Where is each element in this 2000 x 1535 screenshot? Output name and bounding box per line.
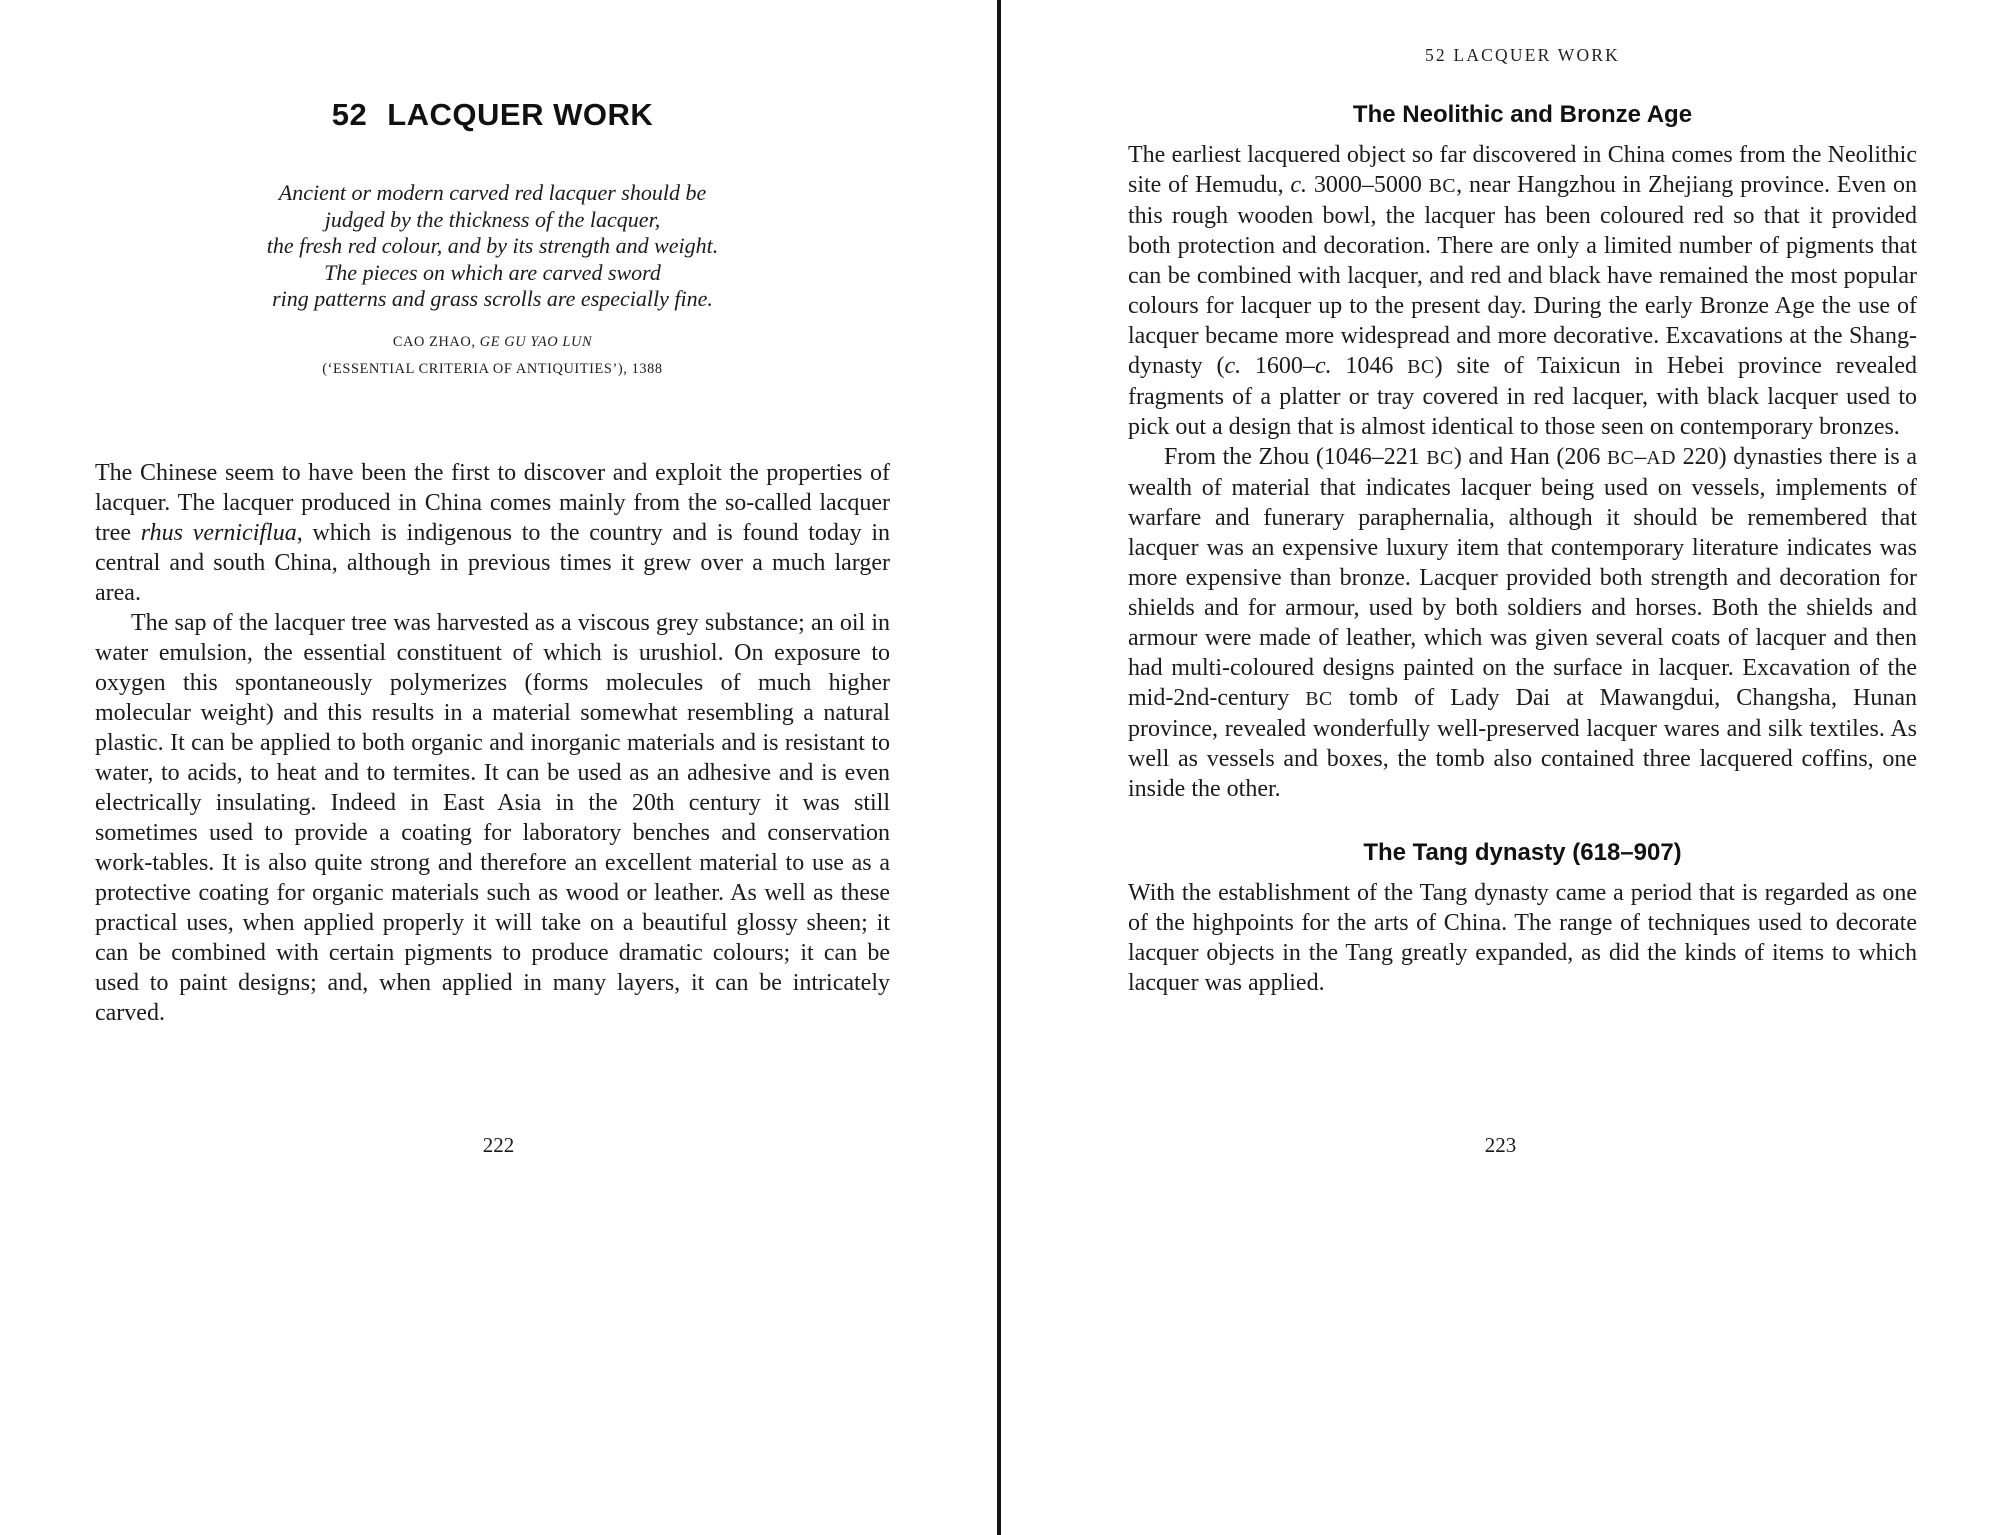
epigraph-line: ring patterns and grass scrolls are especially fine. (272, 286, 713, 311)
page-number-right: 223 (1484, 1133, 1517, 1157)
epigraph (95, 180, 890, 313)
epigraph-attribution (95, 328, 890, 382)
page-left (0, 0, 997, 1535)
paragraph: The Chinese seem to have been the first to discover and exploit the properties of lacquer. The lacquer produced in China comes mainly from the so-called lacquer tree rhus verniciflua, which is indigenous to the country and is found today in central and south China, although in previous times it grew over a much larger area. (95, 459, 891, 606)
paragraph: The sap of the lacquer tree was harvested as a viscous grey substance; an oil in water emulsion, the essential constituent of which is urushiol. On exposure to oxygen this spontaneously polymerizes (forms molecules of much higher molecular weight) and this results in a material somewhat resembling a natural plastic. It can be applied to both organic and inorganic materials and is resistant to water, to acids, to heat and to termites. It can be used as an adhesive and is even electrically insulating. Indeed in East Asia in the 20th century it was still sometimes used to provide a coating for laboratory benches and conservation work-tables. It is also quite strong and therefore an excellent material to use as a protective coating for organic materials such as wood or leather. As well as these practical uses, when applied properly it will take on a beautiful glossy sheen; it can be combined with certain pigments to produce dramatic colours; it can be used to paint designs; and, when applied in many layers, it can be intricately carved. (95, 609, 890, 1026)
paragraph: With the establishment of the Tang dynasty came a period that is regarded as one of the highpoints for the arts of China. The range of techniques used to decorate lacquer objects in the Tang greatly expanded, as did the kinds of items to which lacquer was applied. (1128, 880, 1917, 996)
paragraph: From the Zhou (1046–221 BC) and Han (206 BC–AD 220) dynasties there is a wealth of material that indicates lacquer being used on vessels, implements of warfare and funerary paraphernalia, although it should be remembered that lacquer was an expensive luxury item that contemporary literature indicates was more expensive than bronze. Lacquer provided both strength and decoration for shields and for armour, used by both soldiers and horses. Both the shields and armour were made of leather, which was given several coats of lacquer and then had multi-coloured designs painted on the surface in lacquer. Excavation of the mid-2nd-century BC tomb of Lady Dai at Mawangdui, Changsha, Hunan province, revealed wonderfully well-preserved lacquer wares and silk textiles. As well as vessels and boxes, the tomb also contained three lacquered coffins, one inside the other. (1128, 444, 1917, 802)
epigraph-line: the fresh red colour, and by its strength and weight. (266, 233, 719, 258)
section-heading: The Neolithic and Bronze Age (1352, 101, 1693, 128)
section-heading: The Tang dynasty (618–907) (1363, 839, 1682, 866)
paragraph: (‘ESSENTIAL CRITERIA OF ANTIQUITIES’), 1388 (322, 360, 663, 377)
chapter-title-text: LACQUER WORK (387, 97, 654, 132)
paragraph: The earliest lacquered object so far discovered in China comes from the Neolithic site of Hemudu, c. 3000–5000 BC, near Hangzhou in Zhejiang province. Even on this rough wooden bowl, the lacquer has been coloured red so that it provided both protection and decoration. There are only a limited number of pigments that can be combined with lacquer, and red and black have remained the most popular colours for lacquer up to the present day. During the early Bronze Age the use of lacquer became more widespread and more decorative. Excavations at the Shang-dynasty (c. 1600–c. 1046 BC) site of Taixicun in Hebei province revealed fragments of a platter or tray covered in red lacquer, with black lacquer used to pick out a design that is almost identical to those seen on contemporary bronzes. (1128, 142, 1918, 440)
page-number-left: 222 (482, 1133, 515, 1157)
chapter-title (95, 96, 890, 134)
epigraph-line: judged by the thickness of the lacquer, (324, 206, 661, 232)
body-text-right (1128, 100, 1917, 998)
epigraph-line: The pieces on which are carved sword (324, 259, 661, 285)
running-header: 52 LACQUER WORK (1424, 45, 1621, 65)
body-text-left (95, 458, 890, 1028)
paragraph: CAO ZHAO, GE GU YAO LUN (392, 333, 593, 350)
page-right (1001, 0, 2000, 1535)
epigraph-line: Ancient or modern carved red lacquer should be (278, 180, 707, 205)
chapter-number: 52 (331, 97, 368, 132)
